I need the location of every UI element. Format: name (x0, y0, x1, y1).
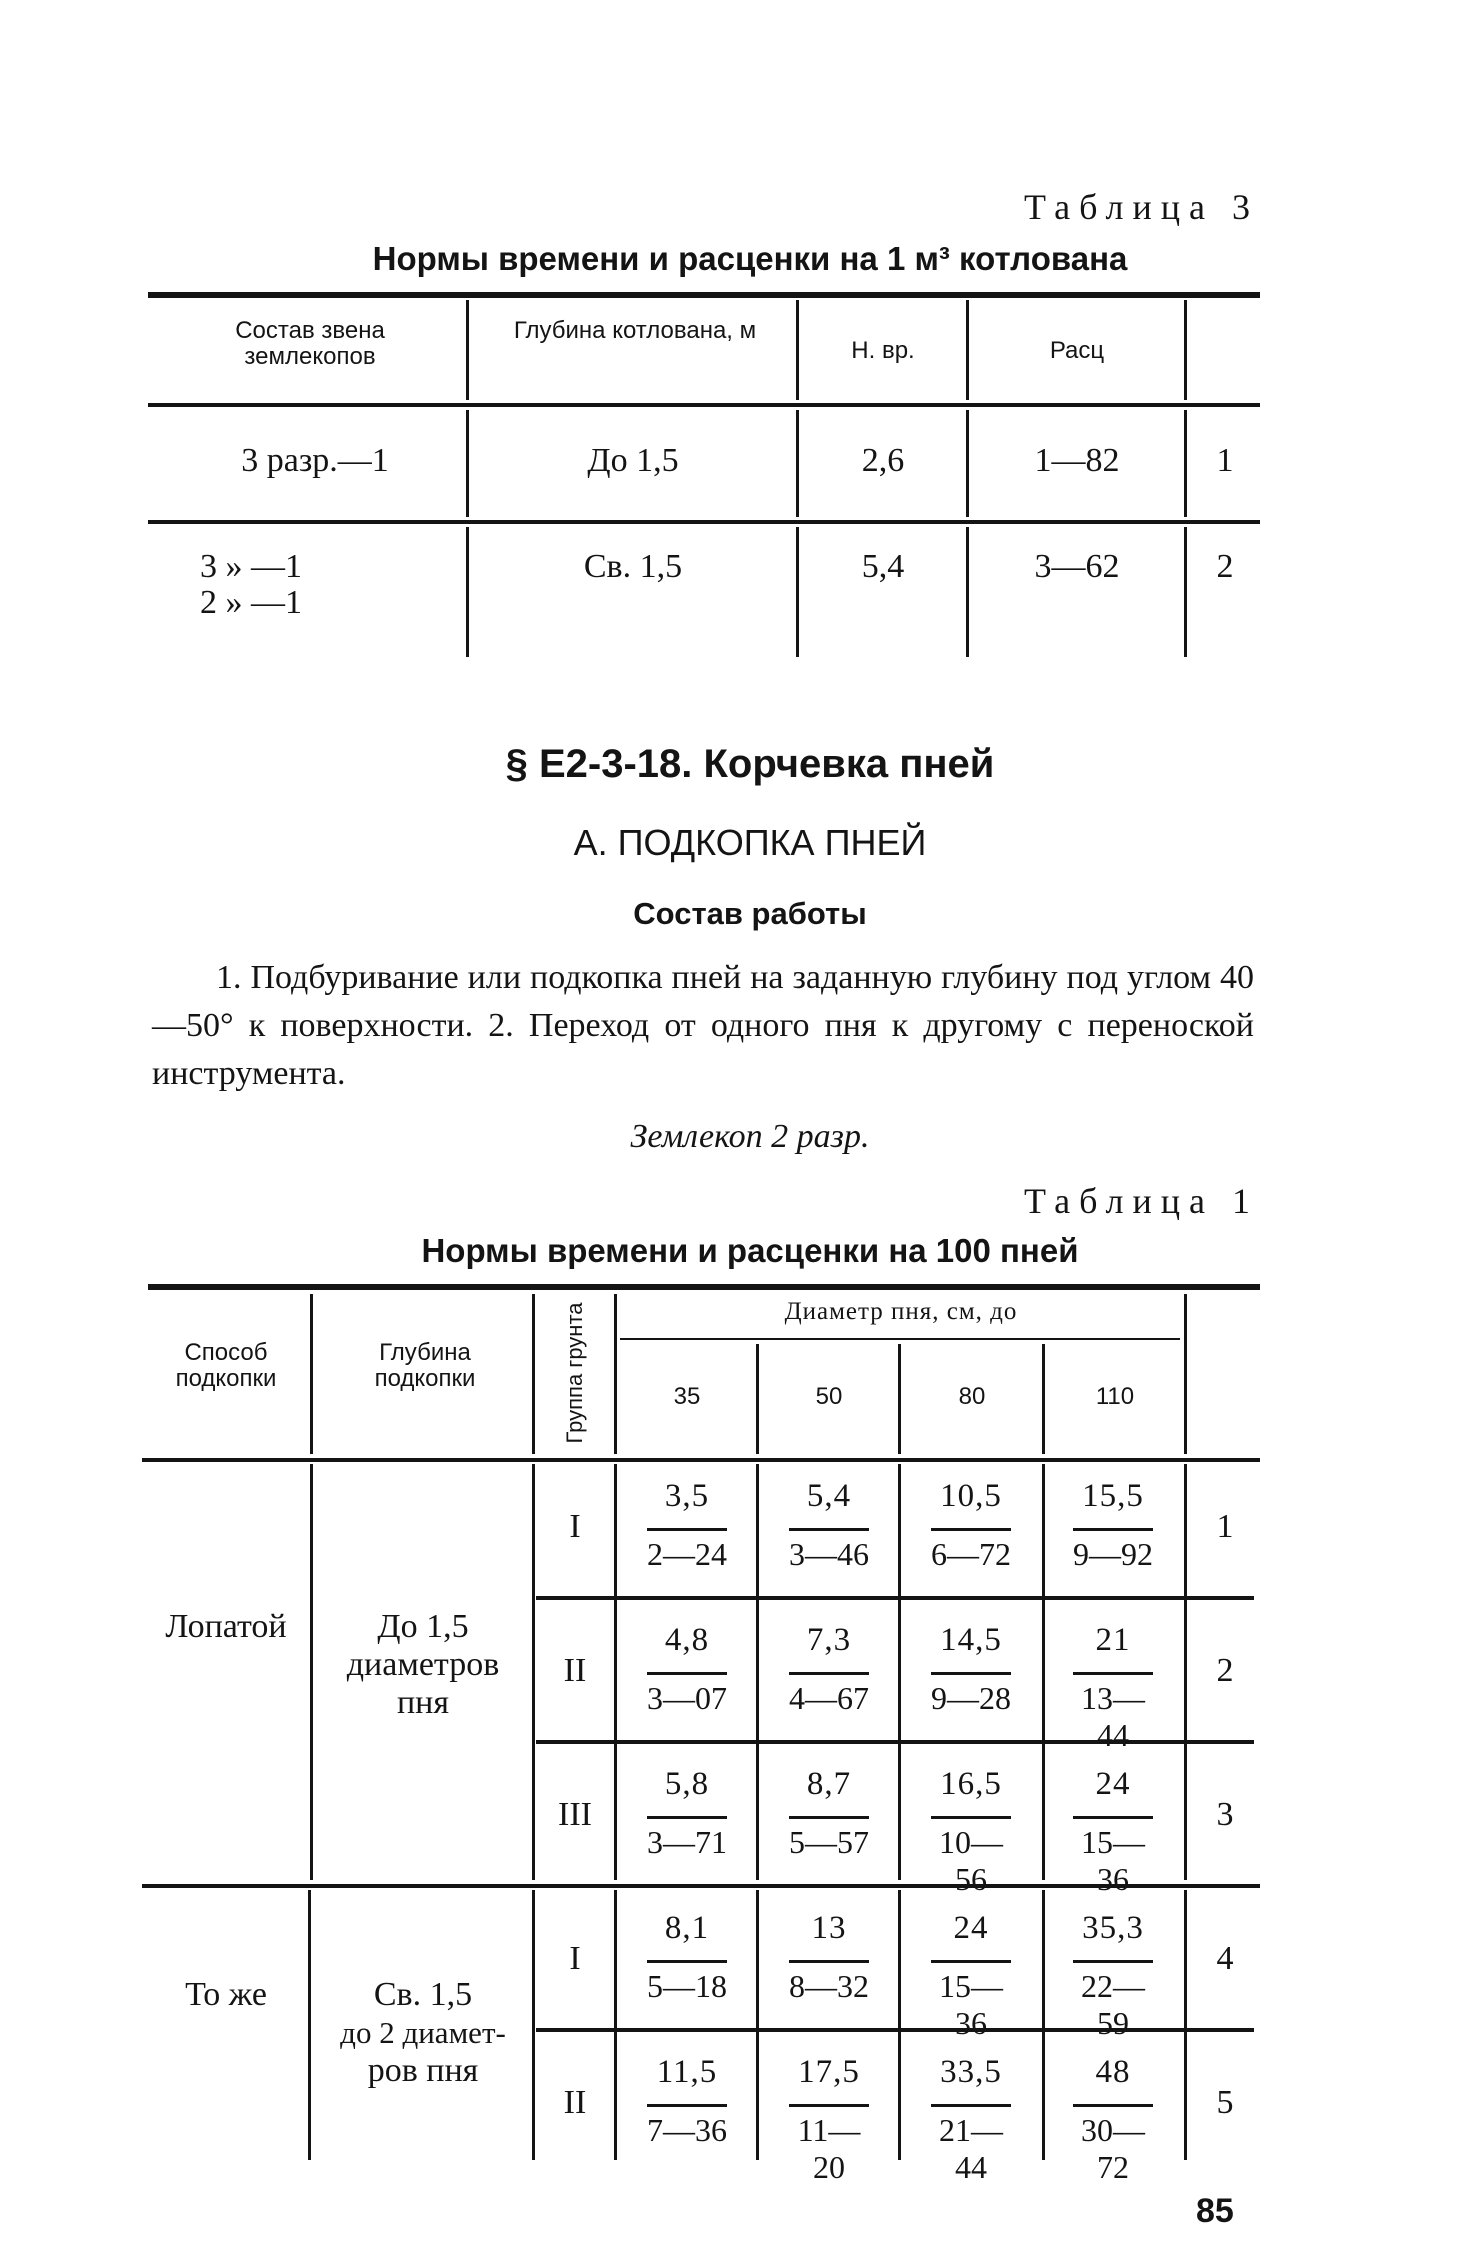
table3-top-rule-2 (148, 296, 1260, 298)
norm-value: 10,5 (940, 1478, 1002, 1514)
table1-fraction (926, 1910, 1016, 2041)
table1-header-d110: 110 (1095, 1383, 1135, 1410)
table1-label: Таблица 1 (1024, 1181, 1259, 1221)
table3-caption: Нормы времени и расценки на 1 м³ котлована (372, 240, 1128, 277)
table1-header-depth: Глубина подкопки (374, 1339, 476, 1393)
table3-row-number: 1 (1216, 442, 1234, 479)
fraction-bar (789, 1816, 869, 1819)
table1-depth-line: пня (396, 1684, 450, 1721)
table1-vline (898, 1890, 901, 2160)
norm-value: 24 (953, 1910, 989, 1946)
table1-header-rule (142, 1458, 1260, 1462)
table1-vline (898, 1464, 901, 1880)
table1-fraction (926, 1622, 1016, 1732)
rate-value: 13—44 (1081, 1680, 1145, 1753)
norm-value: 15,5 (1082, 1478, 1144, 1514)
table1-row-number: 2 (1216, 1652, 1234, 1689)
table1-soil-group: I (569, 1508, 581, 1545)
table3-vline (466, 300, 469, 400)
table3-header-norm: Н. вр. (851, 337, 915, 364)
table1-header-method: Способ подкопки (175, 1339, 277, 1393)
table1-vline (614, 1464, 617, 1880)
table3-vline (966, 527, 969, 657)
rate-value: 3—07 (647, 1680, 727, 1716)
table3-header-rule (148, 403, 1260, 407)
fraction-bar (789, 1672, 869, 1675)
fraction-bar (1073, 2104, 1153, 2107)
table1-header-soil-group-text: Группа грунта (562, 1302, 587, 1444)
rate-value: 4—67 (789, 1680, 869, 1716)
table1-row-rule (536, 1596, 1254, 1600)
norm-value: 13 (811, 1910, 847, 1946)
norm-value: 14,5 (940, 1622, 1002, 1658)
norm-value: 8,7 (806, 1766, 852, 1802)
rate-value: 21—44 (939, 2112, 1003, 2185)
table1-fraction (642, 2054, 732, 2164)
table1-depth-line: диаметров (346, 1646, 500, 1683)
table3-header-rate: Расц (1049, 337, 1105, 364)
table1-fraction (642, 1910, 732, 2020)
table3-cell: 2,6 (861, 442, 905, 479)
table1-row-number: 5 (1216, 2084, 1234, 2121)
norm-value: 24 (1095, 1766, 1131, 1802)
table1-vline (310, 1294, 313, 1454)
table3-cell: 2 » —1 (200, 584, 302, 621)
table3-cell: Св. 1,5 (583, 548, 683, 585)
table1-fraction (1068, 1766, 1158, 1897)
norm-value: 5,4 (806, 1478, 852, 1514)
fraction-bar (931, 1960, 1011, 1963)
table1-header-d50: 50 (815, 1383, 843, 1410)
table1-fraction (1068, 1622, 1158, 1753)
table3-cell: 3 » —1 (200, 548, 302, 585)
table3-cell: 5,4 (861, 548, 905, 585)
table1-vline (756, 1464, 759, 1880)
table1-vline (308, 1890, 311, 2160)
table1-fraction (926, 2054, 1016, 2185)
table3-cell: 3 разр.—1 (241, 442, 389, 479)
table1-depth-line: Св. 1,5 (373, 1976, 473, 2013)
table3-cell: 3—62 (1034, 548, 1120, 585)
table1-header-soil-group (535, 1300, 615, 1450)
fraction-bar (647, 1816, 727, 1819)
table3-label: Таблица 3 (1024, 187, 1259, 227)
table1-fraction (926, 1478, 1016, 1588)
norm-value: 17,5 (798, 2054, 860, 2090)
table1-fraction (1068, 2054, 1158, 2185)
table1-fraction (642, 1766, 732, 1876)
fraction-bar (789, 1960, 869, 1963)
fraction-bar (931, 1816, 1011, 1819)
table1-fraction (784, 1622, 874, 1732)
table3-header-composition: Состав звена землекопов (235, 317, 385, 371)
table1-method: Лопатой (165, 1608, 287, 1645)
table1-header-d35: 35 (673, 1383, 701, 1410)
norm-value: 21 (1095, 1622, 1131, 1658)
rate-value: 3—71 (647, 1824, 727, 1860)
rate-value: 3—46 (789, 1536, 869, 1572)
fraction-bar (1073, 1528, 1153, 1531)
section-subtitle: А. ПОДКОПКА ПНЕЙ (573, 822, 927, 863)
fraction-bar (647, 1960, 727, 1963)
fraction-bar (789, 2104, 869, 2107)
table1-vline (1184, 1890, 1187, 2160)
fraction-bar (789, 1528, 869, 1531)
table1-fraction (642, 1622, 732, 1732)
fraction-bar (1073, 1960, 1153, 1963)
table1-vline (756, 1890, 759, 2160)
rate-value: 5—57 (789, 1824, 869, 1860)
norm-value: 35,3 (1082, 1910, 1144, 1946)
table1-soil-group: I (569, 1940, 581, 1977)
table3-vline (966, 300, 969, 400)
table1-fraction (642, 1478, 732, 1588)
table3-row-number: 2 (1216, 548, 1234, 585)
work-heading: Состав работы (633, 896, 867, 931)
work-text: 1. Подбуривание или подкопка пней на заданную глубину под углом 40—50° к поверхности. 2. Переход от одного пня к другому с переноской инструмента. (152, 959, 1254, 1092)
table1-vline (1042, 1890, 1045, 2160)
fraction-bar (647, 1528, 727, 1531)
table1-vline (1042, 1344, 1045, 1454)
page-number: 85 (1196, 2192, 1234, 2230)
table3-vline (796, 527, 799, 657)
table1-row-number: 3 (1216, 1796, 1234, 1833)
rate-value: 11—20 (797, 2112, 861, 2185)
rate-value: 2—24 (647, 1536, 727, 1572)
table1-vline (1184, 1464, 1187, 1880)
table1-soil-group: II (563, 2084, 587, 2121)
table1-diameter-rule (620, 1338, 1180, 1340)
table1-soil-group: III (558, 1796, 592, 1833)
norm-value: 33,5 (940, 2054, 1002, 2090)
table1-vline (532, 1464, 535, 1880)
norm-value: 5,8 (664, 1766, 710, 1802)
norm-value: 4,8 (664, 1622, 710, 1658)
table1-fraction (784, 1766, 874, 1876)
table1-row-number: 4 (1216, 1940, 1234, 1977)
rate-value: 5—18 (647, 1968, 727, 2004)
table1-fraction (926, 1766, 1016, 1897)
fraction-bar (1073, 1672, 1153, 1675)
table1-vline (1184, 1294, 1187, 1454)
rate-value: 9—92 (1073, 1536, 1153, 1572)
table1-fraction (784, 1910, 874, 2020)
table1-method: То же (185, 1976, 267, 2013)
rate-value: 30—72 (1081, 2112, 1145, 2185)
fraction-bar (647, 1672, 727, 1675)
rate-value: 8—32 (789, 1968, 869, 2004)
table3-vline (796, 410, 799, 517)
fraction-bar (931, 1672, 1011, 1675)
fraction-bar (931, 2104, 1011, 2107)
table1-depth-line: До 1,5 (377, 1608, 469, 1645)
table1-vline (614, 1890, 617, 2160)
rate-value: 15—36 (1081, 1824, 1145, 1897)
rate-value: 6—72 (931, 1536, 1011, 1572)
table3-vline (796, 300, 799, 400)
table3-cell: До 1,5 (587, 442, 679, 479)
table1-vline (898, 1344, 901, 1454)
norm-value: 3,5 (664, 1478, 710, 1514)
table1-depth-line: до 2 диамет- (340, 2015, 506, 2050)
table1-fraction (1068, 1478, 1158, 1588)
rate-value: 9—28 (931, 1680, 1011, 1716)
table3-vline (1184, 410, 1187, 517)
table3-vline (466, 410, 469, 517)
fraction-bar (1073, 1816, 1153, 1819)
norm-value: 11,5 (656, 2054, 718, 2090)
table1-caption: Нормы времени и расценки на 100 пней (421, 1232, 1079, 1269)
table1-header-diameter: Диаметр пня, см, до (784, 1298, 1018, 1325)
table1-vline (310, 1464, 313, 1880)
norm-value: 7,3 (806, 1622, 852, 1658)
fraction-bar (647, 2104, 727, 2107)
table3-row-rule (148, 520, 1260, 524)
table3-header-depth: Глубина котлована, м (513, 317, 757, 344)
table1-vline (756, 1344, 759, 1454)
table3-vline (466, 527, 469, 657)
table3-vline (1184, 300, 1187, 400)
fraction-bar (931, 1528, 1011, 1531)
table1-fraction (1068, 1910, 1158, 2041)
table3-vline (966, 410, 969, 517)
rate-value: 15—36 (939, 1968, 1003, 2041)
table3-vline (1184, 527, 1187, 657)
worker-line: Землекоп 2 разр. (630, 1118, 870, 1155)
norm-value: 8,1 (664, 1910, 710, 1946)
rate-value: 22—59 (1081, 1968, 1145, 2041)
table1-fraction (784, 2054, 874, 2185)
table1-vline (1042, 1464, 1045, 1880)
table1-row-number: 1 (1216, 1508, 1234, 1545)
norm-value: 48 (1095, 2054, 1131, 2090)
table1-fraction (784, 1478, 874, 1588)
table1-depth-line: ров пня (367, 2052, 479, 2089)
table1-header-d80: 80 (958, 1383, 986, 1410)
table1-depth (312, 1976, 534, 2090)
norm-value: 16,5 (940, 1766, 1002, 1802)
rate-value: 7—36 (647, 2112, 727, 2148)
table3-cell: 1—82 (1034, 442, 1120, 479)
table1-top-rule-2 (148, 1288, 1260, 1290)
section-title: § Е2-3-18. Корчевка пней (505, 742, 995, 786)
table1-depth (314, 1608, 532, 1722)
rate-value: 10—56 (939, 1824, 1003, 1897)
table1-soil-group: II (563, 1652, 587, 1689)
